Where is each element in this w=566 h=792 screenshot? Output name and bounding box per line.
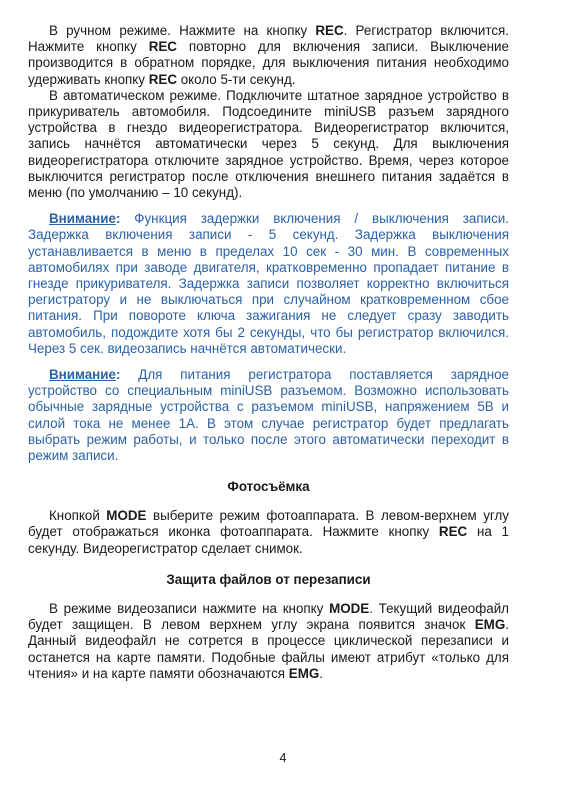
- note-delay: [28, 211, 509, 357]
- rec-key-label: REC: [315, 23, 344, 38]
- emg-label: EMG: [288, 665, 320, 681]
- text-run: .: [319, 665, 324, 681]
- mode-key-label: MODE: [106, 508, 147, 524]
- note-label: Внимание: [49, 367, 116, 383]
- page-number: 4: [279, 751, 287, 765]
- manual-page: [28, 23, 509, 682]
- auto-mode-paragraph: В автоматическом режиме. Подключите штатное зарядное устройство в прикуриватель автомобиля. Подсоедините miniUSB разъем зарядного устройства в гнездо видеорегистратора. Видеорегистратор включится, запись начнётся автоматически через 5 секунд. Для выключения видеорегистратора отключите зарядное устройство. Время, через которое выключится регистратор после отключения внешнего питания задаётся в меню (по умолчанию – 10 секунд).: [28, 87, 509, 201]
- text-run: . Текущий видеофайл будет защищен. В левом верхнем углу экрана появится значок: [28, 600, 509, 633]
- manual-mode-paragraph: [28, 23, 509, 88]
- emg-label: EMG: [474, 617, 506, 633]
- protect-heading: Защита файлов от перезаписи: [166, 571, 371, 587]
- text-run: повторно для включения записи. Выключение производится в обратном порядке, для выключения питания необходимо удерживать кнопку: [28, 39, 509, 87]
- text-run: выберите режим фотоаппарата. В левом-верхнем углу будет отображаться иконка фотоаппарата. Нажмите кнопку: [28, 508, 509, 540]
- rec-key-label: REC: [148, 39, 177, 55]
- note-label: Внимание: [49, 211, 116, 227]
- note-colon: :: [115, 211, 121, 227]
- photo-paragraph: [28, 508, 509, 557]
- rec-key-label: REC: [148, 71, 177, 87]
- text-run: Кнопкой: [49, 508, 107, 524]
- note-colon: :: [115, 367, 121, 383]
- note-text: Функция задержки включения / выключения записи. Задержка включения записи - 5 секунд. Задержка выключения устанавливается в меню в пределах 10 сек - 30 мин. В современных автомобилях при заводе двигателя, кратковременно пропадает питание в гнезде прикуривателя. Задержка записи позволяет корректно включиться регистратору и не выключаться при случайном кратковременном сбое питания. При повороте ключа зажигания не следует сразу заводить автомобиль, подождите хотя бы 2 секунды, что бы регистратор включился. Через 5 сек. видеозапись начнётся автоматически.: [28, 211, 509, 356]
- text-run: . Данный видеофайл не сотрется в процессе циклической перезаписи и останется на карте памяти. Подобные файлы имеют атрибут «только для чтения» и на карте памяти обозначаются: [28, 617, 509, 681]
- protect-paragraph: [28, 601, 509, 682]
- note-charger: [28, 367, 509, 464]
- text-run: около 5-ти секунд.: [177, 71, 296, 87]
- text-run: на 1 секунду. Видеорегистратор сделает снимок.: [28, 524, 509, 556]
- text-run: В ручном режиме. Нажмите на кнопку: [49, 23, 316, 38]
- text-run: В режиме видеозаписи нажмите на кнопку: [49, 600, 330, 616]
- mode-key-label: MODE: [329, 600, 370, 616]
- photo-heading: Фотосъёмка: [227, 479, 310, 495]
- rec-key-label: REC: [438, 524, 468, 540]
- text-run: . Регистратор включится. Нажмите кнопку: [28, 23, 509, 55]
- note-text: Для питания регистратора поставляется зарядное устройство со специальным miniUSB разъемом. Возможно использовать обычные зарядные устройства с разъемом miniUSB, напряжением 5В и силой тока не менее 1А. В этом случае регистратор будет предлагать выбрать режим работы, и только после этого автоматически переходит в режим записи.: [28, 367, 509, 464]
